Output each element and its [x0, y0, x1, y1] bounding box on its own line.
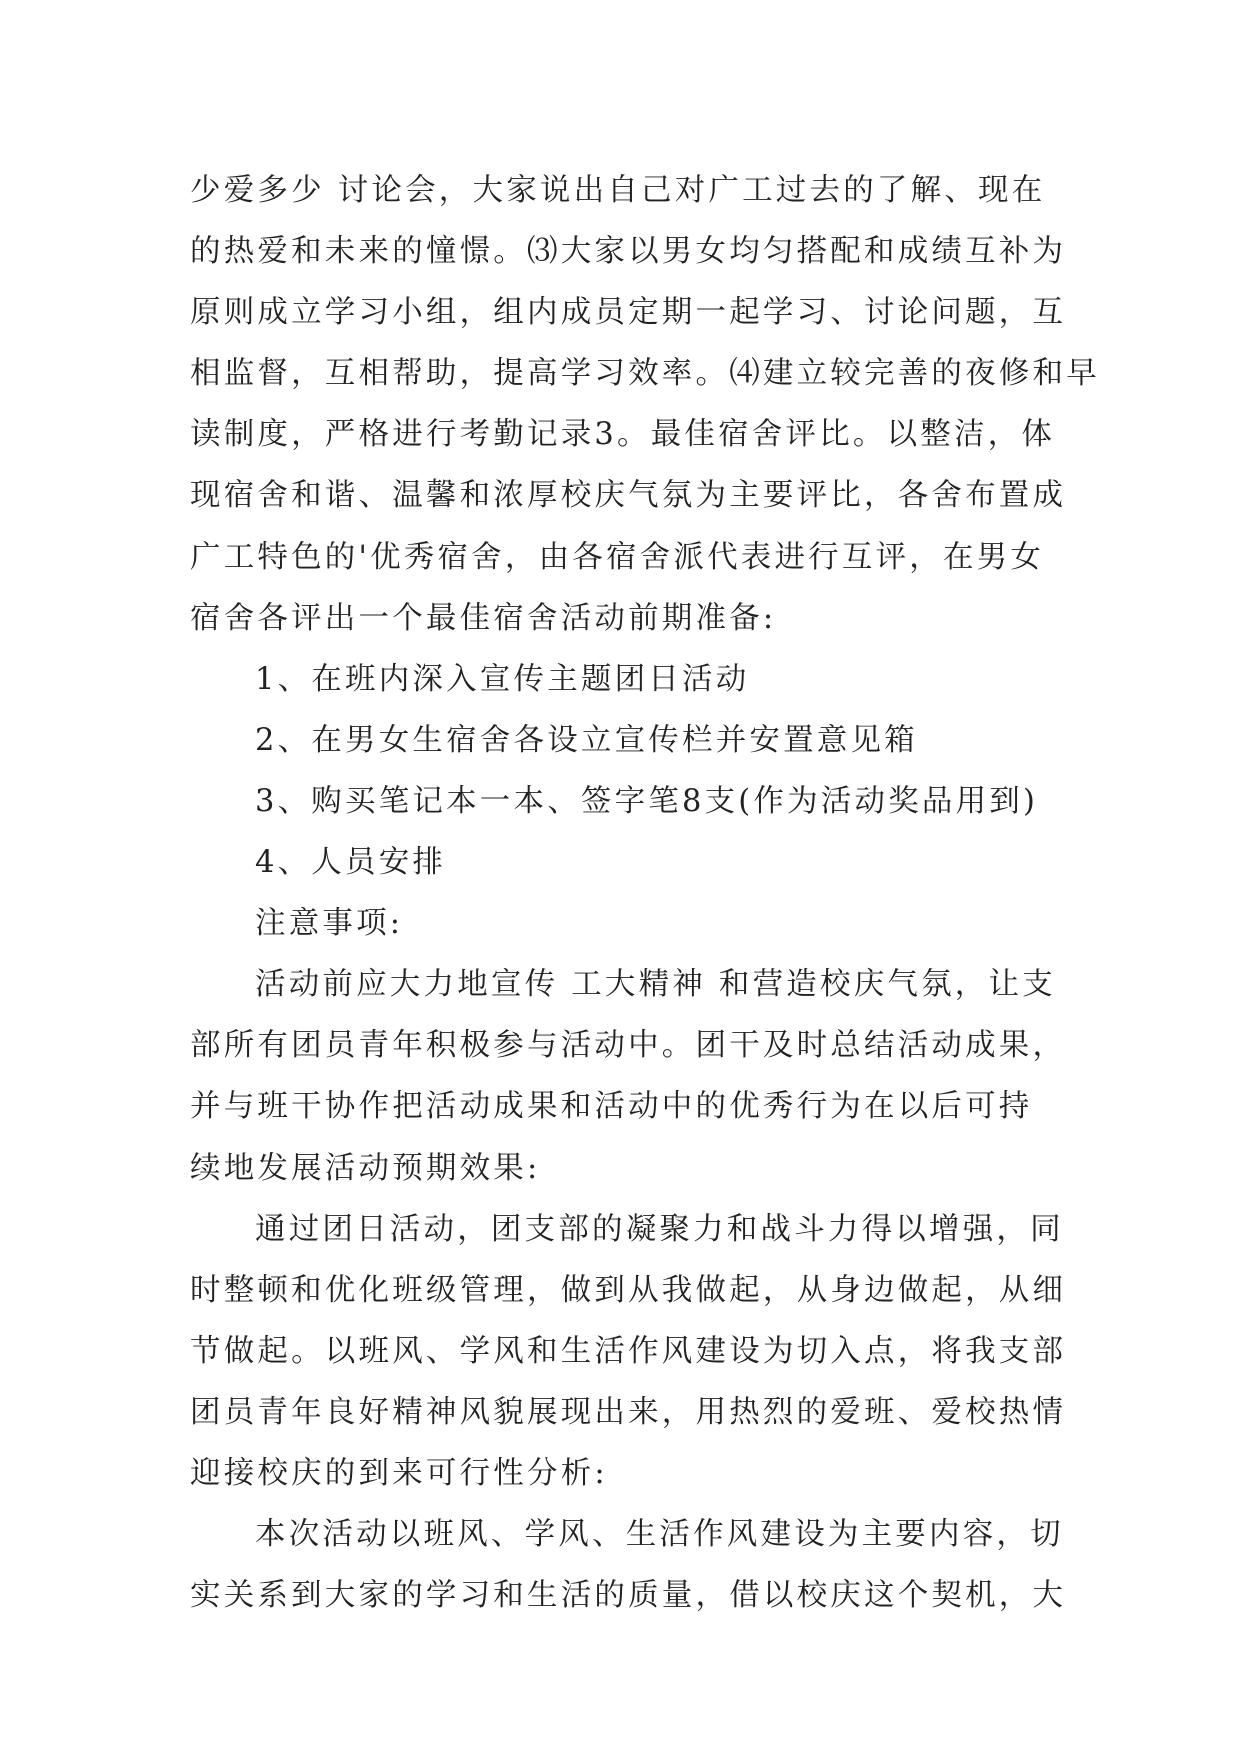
text-line: 广工特色的'优秀宿舍，由各宿舍派代表进行互评，在男女 [190, 539, 1045, 575]
text-line: 少爱多少 讨论会，大家说出自己对广工过去的了解、现在 [190, 173, 1046, 208]
text-line: 的热爱和未来的憧憬。⑶大家以男女均匀搭配和成绩互补为 [190, 234, 1067, 270]
text-line: 时整顿和优化班级管理，做到从我做起，从身边做起，从细 [190, 1272, 1067, 1308]
text-line: 注意事项: [255, 906, 404, 942]
text-line: 并与班干协作把活动成果和活动中的优秀行为在以后可持 [190, 1089, 1033, 1125]
text-line: 宿舍各评出一个最佳宿舍活动前期准备: [190, 600, 777, 636]
text-line: 活动前应大力地宣传 工大精神 和营造校庆气氛，让支 [255, 967, 1056, 1003]
text-line: 现宿舍和谐、温馨和浓厚校庆气氛为主要评比，各舍布置成 [190, 478, 1067, 514]
text-line: 4、人员安排 [255, 845, 447, 881]
text-line: 原则成立学习小组，组内成员定期一起学习、讨论问题，互 [190, 295, 1067, 331]
text-line: 2、在男女生宿舍各设立宣传栏并安置意见箱 [255, 722, 918, 758]
text-line: 续地发展活动预期效果: [190, 1150, 541, 1186]
text-line: 部所有团员青年积极参与活动中。团干及时总结活动成果， [190, 1028, 1067, 1064]
text-line: 团员青年良好精神风貌展现出来，用热烈的爱班、爱校热情 [190, 1394, 1067, 1430]
text-line: 节做起。以班风、学风和生活作风建设为切入点，将我支部 [190, 1333, 1067, 1369]
text-line: 迎接校庆的到来可行性分析: [190, 1455, 608, 1491]
text-line: 读制度，严格进行考勤记录3。最佳宿舍评比。以整洁，体 [190, 417, 1056, 453]
text-line: 通过团日活动，团支部的凝聚力和战斗力得以增强，同 [255, 1211, 1064, 1247]
text-line: 1、在班内深入宣传主题团日活动 [255, 661, 750, 697]
text-line: 本次活动以班风、学风、生活作风建设为主要内容，切 [255, 1517, 1064, 1553]
text-line: 3、购买笔记本一本、签字笔8支(作为活动奖品用到) [255, 783, 1039, 819]
text-line: 相监督，互相帮助，提高学习效率。⑷建立较完善的夜修和早 [190, 356, 1100, 392]
text-line: 实关系到大家的学习和生活的质量，借以校庆这个契机，大 [190, 1578, 1067, 1614]
document-body [190, 160, 1100, 1626]
